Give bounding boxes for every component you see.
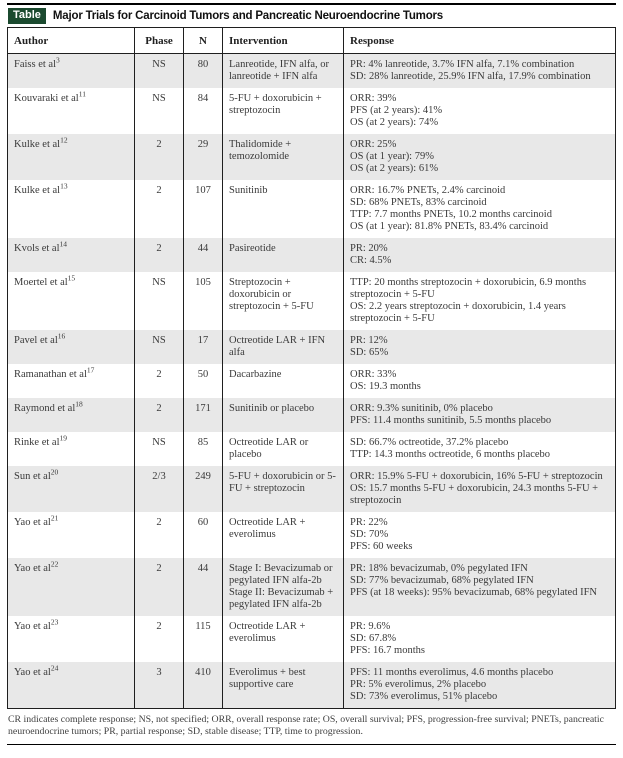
n-cell: 105 bbox=[184, 272, 223, 330]
author-cell: Sun et $al^{20}$ bbox=[8, 466, 135, 512]
intervention-cell bbox=[223, 432, 344, 466]
response-line: PR: 12% bbox=[350, 335, 388, 346]
table-row bbox=[8, 134, 616, 180]
table-title-bar bbox=[7, 5, 616, 27]
author-cell: Kulke et $al^{12}$ bbox=[8, 134, 135, 180]
n-cell: 44 bbox=[184, 558, 223, 616]
intervention-line: Octreotide LAR + everolimus bbox=[229, 621, 306, 644]
phase-cell: 2 bbox=[135, 398, 184, 432]
reference-superscript: 17 bbox=[86, 365, 95, 375]
response-cell bbox=[344, 398, 616, 432]
intervention-line: Pasireotide bbox=[229, 243, 276, 254]
reference-superscript: 18 bbox=[75, 399, 83, 409]
footnote: CR indicates complete response; NS, not specified; ORR, overall response rate; OS, overall survival; PFS, progression-free survival; PNETs, pancreatic neuroendocrine tumors; PR, partial response; SD, stable disease; TTP, time to progression. bbox=[8, 714, 604, 737]
intervention-line: Octreotide LAR + everolimus bbox=[229, 517, 306, 540]
response-line: OS (at 2 years): 61% bbox=[350, 163, 439, 174]
table-row bbox=[8, 88, 616, 134]
response-cell bbox=[344, 466, 616, 512]
intervention-line: Octreotide LAR + IFN alfa bbox=[229, 335, 326, 358]
intervention-line: Dacarbazine bbox=[229, 369, 282, 380]
n-cell: 84 bbox=[184, 88, 223, 134]
reference-superscript: 23 bbox=[50, 617, 59, 627]
intervention-line: Octreotide LAR or placebo bbox=[229, 437, 309, 460]
response-line: SD: 67.8% bbox=[350, 633, 397, 644]
column-header-n: N bbox=[184, 28, 223, 54]
response-line: SD: 73% everolimus, 51% placebo bbox=[350, 691, 498, 702]
intervention-cell bbox=[223, 180, 344, 238]
n-cell: 410 bbox=[184, 662, 223, 709]
n-cell: 80 bbox=[184, 54, 223, 89]
bottom-rule bbox=[7, 744, 616, 745]
column-header-intervention: Intervention bbox=[223, 28, 344, 54]
intervention-cell bbox=[223, 616, 344, 662]
phase-cell: 2 bbox=[135, 180, 184, 238]
n-cell: 107 bbox=[184, 180, 223, 238]
response-line: SD: 66.7% octreotide, 37.2% placebo bbox=[350, 437, 509, 448]
phase-cell: 3 bbox=[135, 662, 184, 709]
response-line: TTP: 14.3 months octreotide, 6 months placebo bbox=[350, 449, 551, 460]
response-line: ORR: 25% bbox=[350, 139, 397, 150]
author-cell: Kvols et $al^{14}$ bbox=[8, 238, 135, 272]
response-line: PR: 22% bbox=[350, 517, 388, 528]
response-cell bbox=[344, 512, 616, 558]
phase-cell: 2/3 bbox=[135, 466, 184, 512]
intervention-cell bbox=[223, 364, 344, 398]
table-row bbox=[8, 364, 616, 398]
response-line: ORR: 33% bbox=[350, 369, 397, 380]
author-cell: Pavel et $al^{16}$ bbox=[8, 330, 135, 364]
table-badge: Table bbox=[8, 8, 46, 24]
reference-superscript: 12 bbox=[60, 135, 68, 145]
phase-cell: 2 bbox=[135, 616, 184, 662]
intervention-cell bbox=[223, 54, 344, 89]
table-row bbox=[8, 662, 616, 709]
response-line: PR: 5% everolimus, 2% placebo bbox=[350, 679, 487, 690]
response-line: ORR: 9.3% sunitinib, 0% placebo bbox=[350, 403, 493, 414]
intervention-line: Sunitinib bbox=[229, 185, 268, 196]
column-header-response: Response bbox=[344, 28, 616, 54]
response-line: OS: 2.2 years streptozocin + doxorubicin, 1.4 years streptozocin + 5-FU bbox=[350, 301, 566, 324]
response-line: PFS (at 2 years): 41% bbox=[350, 105, 443, 116]
table-row bbox=[8, 432, 616, 466]
reference-superscript: 24 bbox=[50, 663, 59, 673]
response-line: TTP: 20 months streptozocin + doxorubicin, 6.9 months streptozocin + 5-FU bbox=[350, 277, 587, 300]
response-line: SD: 65% bbox=[350, 347, 389, 358]
response-line: PFS: 16.7 months bbox=[350, 645, 425, 656]
intervention-cell bbox=[223, 238, 344, 272]
author-cell: Yao et $al^{24}$ bbox=[8, 662, 135, 709]
intervention-line: 5-FU + doxorubicin + streptozocin bbox=[229, 93, 322, 116]
response-cell bbox=[344, 272, 616, 330]
column-header-author: Author bbox=[8, 28, 135, 54]
table-row bbox=[8, 180, 616, 238]
intervention-cell bbox=[223, 272, 344, 330]
n-cell: 50 bbox=[184, 364, 223, 398]
trials-table bbox=[7, 27, 616, 709]
table-body bbox=[8, 54, 616, 709]
response-line: PR: 9.6% bbox=[350, 621, 391, 632]
author-cell: Faiss et $al^3$ bbox=[8, 54, 135, 89]
response-cell bbox=[344, 364, 616, 398]
response-line: ORR: 16.7% PNETs, 2.4% carcinoid bbox=[350, 185, 506, 196]
response-line: PFS: 11 months everolimus, 4.6 months placebo bbox=[350, 667, 554, 678]
n-cell: 249 bbox=[184, 466, 223, 512]
phase-cell: NS bbox=[135, 432, 184, 466]
reference-superscript: 14 bbox=[59, 239, 67, 249]
phase-cell: 2 bbox=[135, 134, 184, 180]
table-row bbox=[8, 466, 616, 512]
response-line: TTP: 7.7 months PNETs, 10.2 months carcinoid bbox=[350, 209, 552, 220]
response-cell bbox=[344, 180, 616, 238]
table-title: Major Trials for Carcinoid Tumors and Pancreatic Neuroendocrine Tumors bbox=[52, 10, 443, 22]
intervention-line: Sunitinib or placebo bbox=[229, 403, 315, 414]
response-line: CR: 4.5% bbox=[350, 255, 392, 266]
response-cell bbox=[344, 134, 616, 180]
response-cell bbox=[344, 558, 616, 616]
response-line: ORR: 15.9% 5-FU + doxorubicin, 16% 5-FU + streptozocin bbox=[350, 471, 603, 482]
intervention-cell bbox=[223, 662, 344, 709]
response-cell bbox=[344, 54, 616, 89]
response-cell bbox=[344, 330, 616, 364]
intervention-line: Everolimus + best supportive care bbox=[229, 667, 306, 690]
response-line: SD: 70% bbox=[350, 529, 389, 540]
phase-cell: 2 bbox=[135, 512, 184, 558]
n-cell: 17 bbox=[184, 330, 223, 364]
response-cell bbox=[344, 662, 616, 709]
response-line: PR: 20% bbox=[350, 243, 388, 254]
response-cell bbox=[344, 432, 616, 466]
phase-cell: NS bbox=[135, 272, 184, 330]
author-cell: Kouvaraki et $al^{11}$ bbox=[8, 88, 135, 134]
n-cell: 60 bbox=[184, 512, 223, 558]
table-row bbox=[8, 272, 616, 330]
response-cell bbox=[344, 238, 616, 272]
response-line: SD: 28% lanreotide, 25.9% IFN alfa, 17.9% combination bbox=[350, 71, 591, 82]
intervention-cell bbox=[223, 466, 344, 512]
table-row bbox=[8, 512, 616, 558]
reference-superscript: 13 bbox=[60, 181, 68, 191]
intervention-line: Thalidomide + temozolomide bbox=[229, 139, 292, 162]
phase-cell: 2 bbox=[135, 558, 184, 616]
reference-superscript: 11 bbox=[78, 89, 86, 99]
response-line: SD: 68% PNETs, 83% carcinoid bbox=[350, 197, 487, 208]
response-cell bbox=[344, 616, 616, 662]
response-line: PFS: 11.4 months sunitinib, 5.5 months placebo bbox=[350, 415, 552, 426]
table-row bbox=[8, 398, 616, 432]
intervention-line: 5-FU + doxorubicin or 5-FU + streptozocin bbox=[229, 471, 336, 494]
response-line: ORR: 39% bbox=[350, 93, 397, 104]
response-line: OS (at 1 year): 79% bbox=[350, 151, 434, 162]
author-cell: Ramanathan et $al^{17}$ bbox=[8, 364, 135, 398]
intervention-cell bbox=[223, 558, 344, 616]
reference-superscript: 3 bbox=[56, 55, 60, 65]
phase-cell: 2 bbox=[135, 364, 184, 398]
n-cell: 115 bbox=[184, 616, 223, 662]
intervention-cell bbox=[223, 88, 344, 134]
response-line: OS (at 2 years): 74% bbox=[350, 117, 439, 128]
response-cell bbox=[344, 88, 616, 134]
phase-cell: NS bbox=[135, 330, 184, 364]
response-line: OS: 19.3 months bbox=[350, 381, 421, 392]
phase-cell: NS bbox=[135, 88, 184, 134]
response-line: PR: 4% lanreotide, 3.7% IFN alfa, 7.1% combination bbox=[350, 59, 575, 70]
table-row bbox=[8, 330, 616, 364]
header-row bbox=[8, 28, 616, 54]
intervention-cell bbox=[223, 512, 344, 558]
response-line: SD: 77% bevacizumab, 68% pegylated IFN bbox=[350, 575, 534, 586]
table-row bbox=[8, 558, 616, 616]
column-header-phase: Phase bbox=[135, 28, 184, 54]
intervention-cell bbox=[223, 330, 344, 364]
intervention-line: Stage I: Bevacizumab or pegylated IFN alfa-2b bbox=[229, 563, 333, 586]
reference-superscript: 21 bbox=[50, 513, 59, 523]
intervention-line: Stage II: Bevacizumab + pegylated IFN alfa-2b bbox=[229, 587, 334, 610]
author-cell: Kulke et $al^{13}$ bbox=[8, 180, 135, 238]
phase-cell: 2 bbox=[135, 238, 184, 272]
reference-superscript: 19 bbox=[59, 433, 67, 443]
response-line: PFS (at 18 weeks): 95% bevacizumab, 68% pegylated IFN bbox=[350, 587, 597, 598]
response-line: PR: 18% bevacizumab, 0% pegylated IFN bbox=[350, 563, 528, 574]
table-row bbox=[8, 54, 616, 89]
table-row bbox=[8, 238, 616, 272]
author-cell: Raymond et $al^{18}$ bbox=[8, 398, 135, 432]
phase-cell: NS bbox=[135, 54, 184, 89]
intervention-line: Streptozocin + doxorubicin or streptozocin + 5-FU bbox=[229, 277, 314, 312]
author-cell: Yao et $al^{22}$ bbox=[8, 558, 135, 616]
reference-superscript: 20 bbox=[50, 467, 59, 477]
author-cell: Rinke et $al^{19}$ bbox=[8, 432, 135, 466]
n-cell: 171 bbox=[184, 398, 223, 432]
response-line: OS: 15.7 months 5-FU + doxorubicin, 24.3 months 5-FU + streptozocin bbox=[350, 483, 599, 506]
table-row bbox=[8, 616, 616, 662]
reference-superscript: 15 bbox=[67, 273, 76, 283]
reference-superscript: 22 bbox=[50, 559, 59, 569]
response-line: OS (at 1 year): 81.8% PNETs, 83.4% carcinoid bbox=[350, 221, 549, 232]
author-cell: Moertel et $al^{15}$ bbox=[8, 272, 135, 330]
n-cell: 85 bbox=[184, 432, 223, 466]
reference-superscript: 16 bbox=[57, 331, 66, 341]
n-cell: 44 bbox=[184, 238, 223, 272]
intervention-cell bbox=[223, 134, 344, 180]
author-cell: Yao et $al^{21}$ bbox=[8, 512, 135, 558]
intervention-cell bbox=[223, 398, 344, 432]
n-cell: 29 bbox=[184, 134, 223, 180]
author-cell: Yao et $al^{23}$ bbox=[8, 616, 135, 662]
response-line: PFS: 60 weeks bbox=[350, 541, 413, 552]
intervention-line: Lanreotide, IFN alfa, or lanreotide + IFN alfa bbox=[229, 59, 330, 82]
